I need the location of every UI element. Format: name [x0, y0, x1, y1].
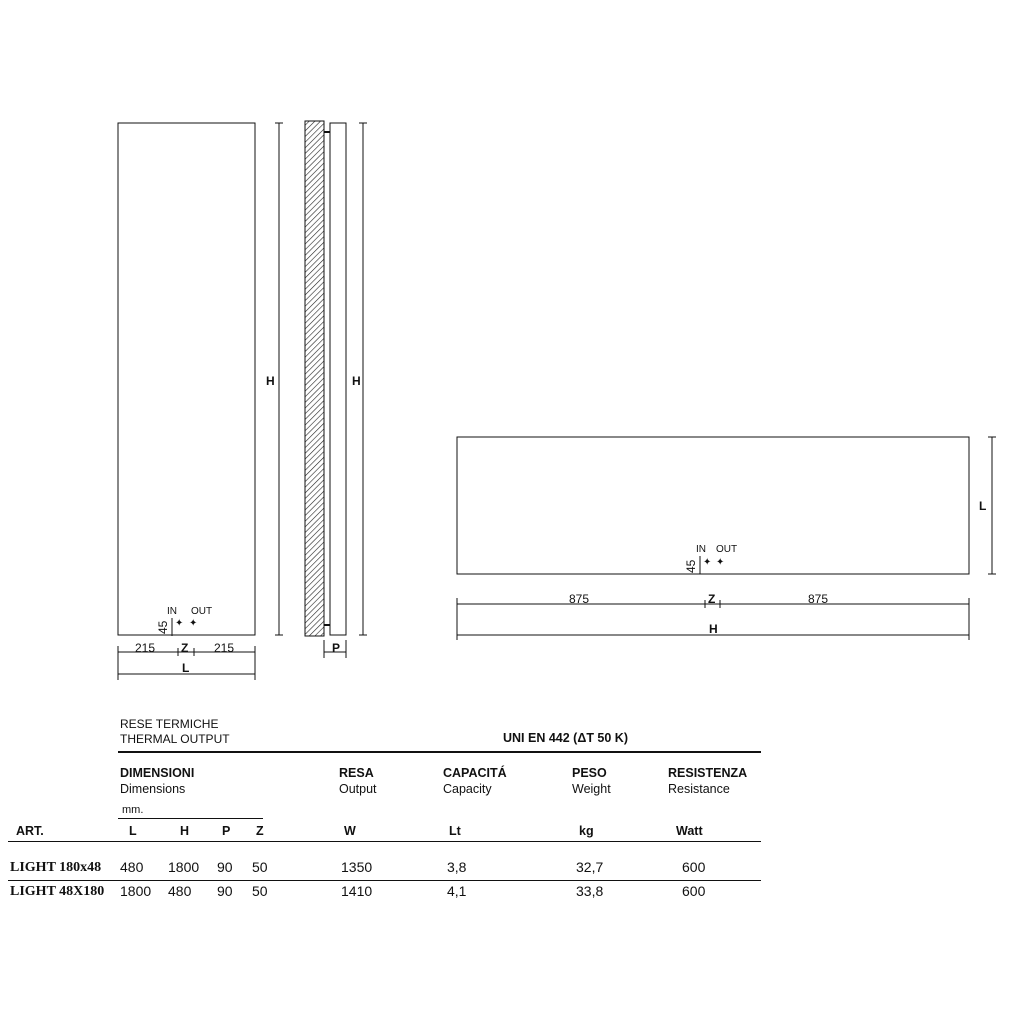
z-dim: Z	[181, 641, 189, 655]
horizontal-in-label: IN	[696, 544, 706, 555]
row-h: 480	[168, 883, 192, 899]
side-view	[305, 121, 367, 658]
offset-label: 45	[156, 620, 170, 634]
out-label: OUT	[191, 606, 213, 617]
width-label: L	[182, 661, 190, 675]
row-l: 480	[120, 859, 144, 875]
col-z: Z	[256, 824, 264, 838]
row-kg: 33,8	[576, 883, 604, 899]
col-art: ART.	[16, 824, 44, 838]
group-capacity-it: CAPACITÁ	[443, 766, 507, 780]
group-capacity-en: Capacity	[443, 782, 492, 796]
horizontal-front-view	[457, 437, 996, 640]
right-offset-dim: 215	[214, 641, 235, 655]
row-z: 50	[252, 859, 268, 875]
group-dimensions-it: DIMENSIONI	[120, 766, 195, 780]
col-h: H	[180, 824, 190, 838]
height-label: H	[266, 374, 275, 388]
radiator-front-outline	[118, 123, 255, 635]
row-lt: 4,1	[447, 883, 467, 899]
dimensions-underline	[118, 818, 263, 819]
caption-english: THERMAL OUTPUT	[120, 732, 230, 746]
col-lt: Lt	[449, 824, 461, 838]
in-connection-icon: ✦	[175, 618, 184, 629]
in-label: IN	[167, 606, 177, 617]
standard-label: UNI EN 442 (ΔT 50 K)	[503, 731, 628, 745]
row-l: 1800	[120, 883, 152, 899]
row-art: LIGHT 48X180	[10, 884, 105, 899]
row-watt: 600	[682, 859, 706, 875]
row-lt: 3,8	[447, 859, 467, 875]
depth-label: P	[332, 641, 341, 655]
row-divider	[8, 880, 761, 881]
radiator-side-outline	[330, 123, 346, 635]
row-z: 50	[252, 883, 268, 899]
horizontal-right-offset-dim: 875	[808, 592, 829, 606]
header-bottom-rule	[8, 841, 761, 842]
side-height-label: H	[352, 374, 361, 388]
row-w: 1350	[341, 859, 373, 875]
group-output-it: RESA	[339, 766, 374, 780]
col-w: W	[344, 824, 356, 838]
horizontal-out-label: OUT	[716, 544, 738, 555]
row-w: 1410	[341, 883, 373, 899]
horizontal-in-connection-icon: ✦	[703, 557, 712, 568]
out-connection-icon: ✦	[189, 618, 198, 629]
group-output-en: Output	[339, 782, 377, 796]
row-p: 90	[217, 859, 233, 875]
horizontal-length-label: H	[709, 622, 718, 636]
horizontal-out-connection-icon: ✦	[716, 557, 725, 568]
dimensions-unit: mm.	[122, 804, 144, 816]
radiator-horizontal-outline	[457, 437, 969, 574]
header-top-rule	[118, 751, 761, 753]
horizontal-z-dim: Z	[708, 592, 716, 606]
col-kg: kg	[579, 824, 594, 838]
group-weight-it: PESO	[572, 766, 607, 780]
col-p: P	[222, 824, 231, 838]
horizontal-offset-label: 45	[684, 559, 698, 573]
row-art: LIGHT 180x48	[10, 860, 102, 875]
col-watt: Watt	[676, 824, 703, 838]
group-resistance-en: Resistance	[668, 782, 730, 796]
vertical-front-view	[118, 123, 283, 680]
group-resistance-it: RESISTENZA	[668, 766, 748, 780]
horizontal-side-label: L	[979, 499, 987, 513]
caption-italian: RESE TERMICHE	[120, 717, 219, 731]
row-watt: 600	[682, 883, 706, 899]
group-dimensions-en: Dimensions	[120, 782, 186, 796]
row-kg: 32,7	[576, 859, 604, 875]
row-p: 90	[217, 883, 233, 899]
horizontal-left-offset-dim: 875	[569, 592, 590, 606]
row-h: 1800	[168, 859, 200, 875]
col-l: L	[129, 824, 137, 838]
wall-hatch	[305, 121, 324, 636]
group-weight-en: Weight	[572, 782, 611, 796]
left-offset-dim: 215	[135, 641, 156, 655]
